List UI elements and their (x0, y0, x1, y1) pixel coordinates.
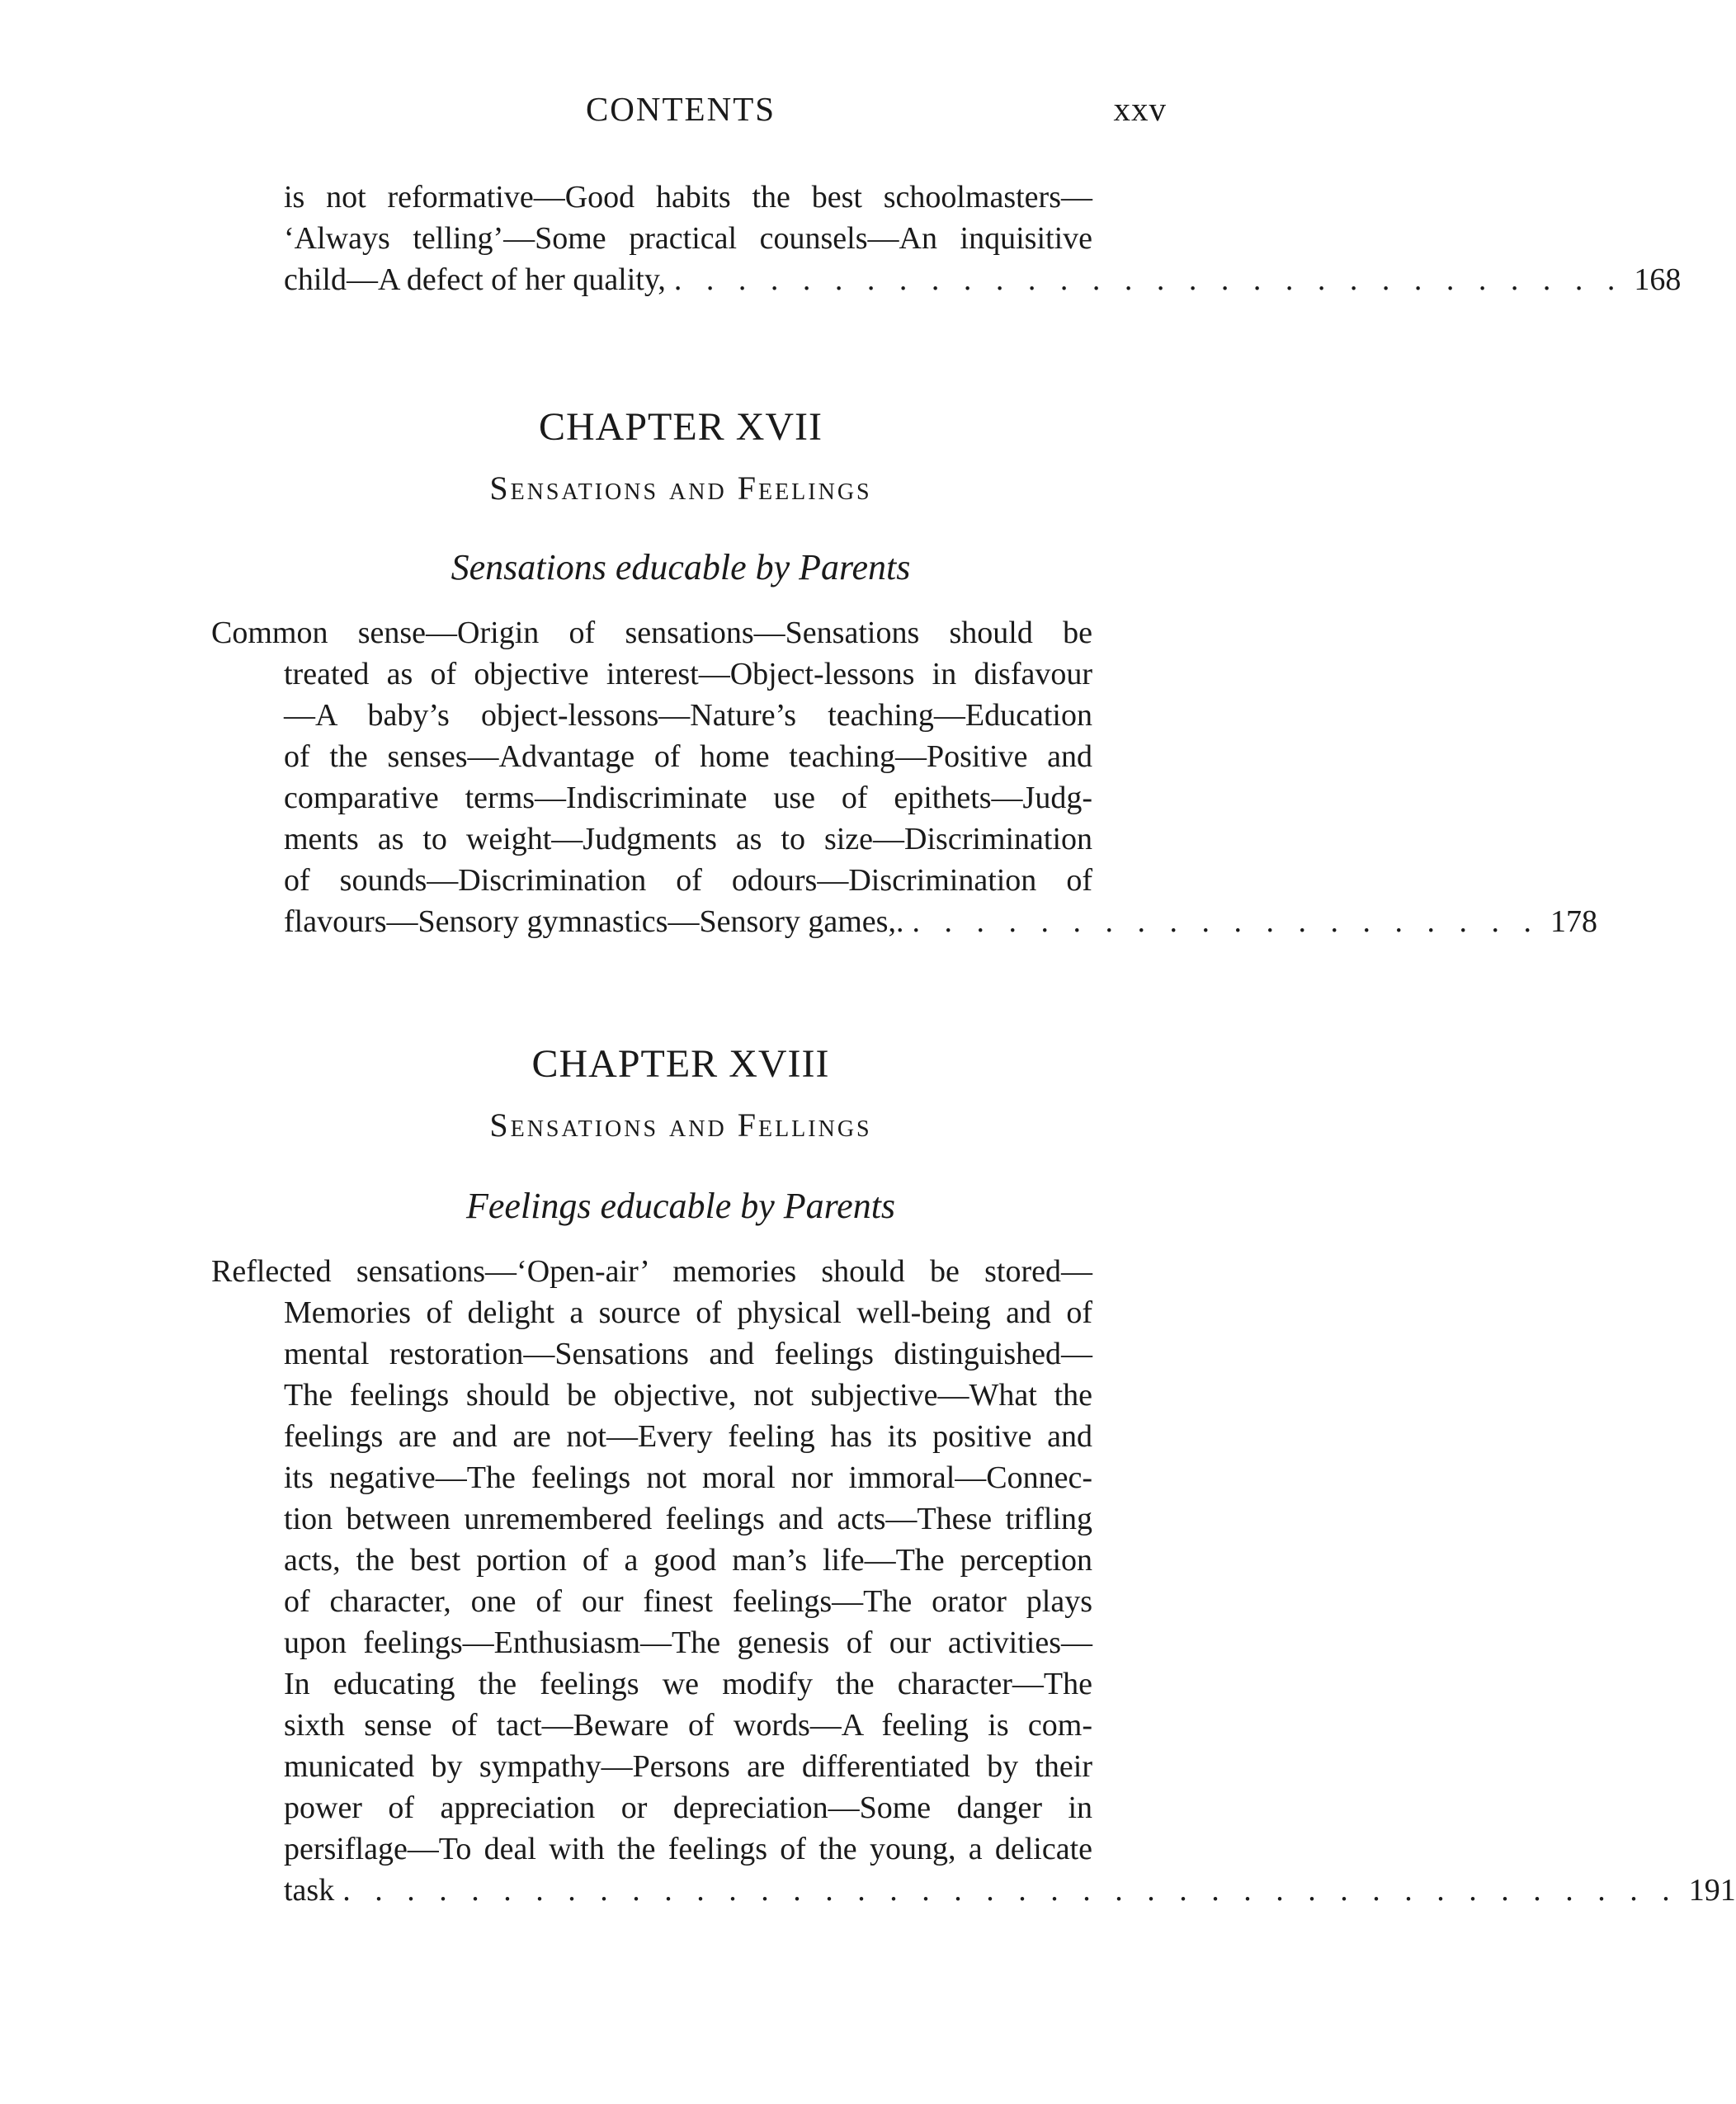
entry-line: of character, one of our finest feelings—The orator plays (284, 1584, 1092, 1619)
running-title: CONTENTS (585, 90, 776, 128)
entry-line: ‘Always telling’—Some practical counsels—An inquisitive (284, 221, 1092, 256)
entry-last-text: flavours—Sensory gymnastics—Sensory games,. (284, 904, 904, 939)
dot-leaders: . . . . . . . . . . . . . . . . . . . . . . . . . . . . . . (673, 262, 1624, 297)
entry-line: ments as to weight—Judgments as to size—Discrimination (284, 822, 1092, 856)
entry-line: is not reformative—Good habits the best schoolmasters— (284, 180, 1092, 215)
entry-last-text: task (284, 1873, 335, 1908)
entry-line: feelings are and are not—Every feeling has its positive and (284, 1419, 1092, 1454)
entry-last-text: child—A defect of her quality, (284, 262, 666, 297)
entry-line: mental restoration—Sensations and feelings distinguished— (284, 1337, 1092, 1371)
entry-line: treated as of objective interest—Object-lessons in disfavour (284, 657, 1092, 691)
entry-page-number: 168 (1634, 262, 1682, 297)
entry-line: sixth sense of tact—Beware of words—A feeling is com- (284, 1708, 1092, 1743)
entry-page-number: 178 (1550, 904, 1597, 939)
chapter-subtitle: Feelings educable by Parents (465, 1186, 896, 1226)
chapter-heading: CHAPTER XVIII (531, 1042, 830, 1086)
chapter-title: Sensations and Feelings (489, 469, 872, 507)
entry-line: tion between unremembered feelings and acts—These trifling (284, 1502, 1092, 1536)
entry-line: Common sense—Origin of sensations—Sensations should be (211, 616, 1092, 650)
running-head (0, 89, 1361, 139)
entry-line: —A baby’s object-lessons—Nature’s teaching—Education (284, 698, 1092, 733)
entry-last-line (284, 901, 1597, 942)
continued-entry (284, 177, 1682, 300)
entry-last-line (284, 1870, 1736, 1911)
entry-line: In educating the feelings we modify the character—The (284, 1667, 1092, 1701)
dot-leaders: . . . . . . . . . . . . . . . . . . . . (912, 904, 1540, 939)
entry-line: Reflected sensations—‘Open-air’ memories should be stored— (211, 1254, 1092, 1289)
entry-line: its negative—The feelings not moral nor immoral—Connec- (284, 1460, 1092, 1495)
chapter-subtitle: Sensations educable by Parents (451, 547, 911, 587)
entry-line: power of appreciation or depreciation—Some danger in (284, 1790, 1092, 1825)
entry-line: persiflage—To deal with the feelings of the young, a delicate (284, 1832, 1092, 1866)
entry-line: municated by sympathy—Persons are differentiated by their (284, 1749, 1092, 1784)
chapter-summary (211, 612, 1597, 942)
entry-line: The feelings should be objective, not subjective—What the (284, 1378, 1092, 1413)
entry-line: comparative terms—Indiscriminate use of epithets—Judg- (284, 781, 1092, 815)
entry-line: acts, the best portion of a good man’s life—The perception (284, 1543, 1092, 1578)
page-number: xxv (1113, 90, 1167, 128)
entry-line: upon feelings—Enthusiasm—The genesis of our activities— (284, 1625, 1092, 1660)
entry-page-number: 191 (1688, 1873, 1736, 1908)
dot-leaders: . . . . . . . . . . . . . . . . . . . . . . . . . . . . . . . . . . . . . . . . . . (342, 1873, 1678, 1908)
entry-last-line (284, 259, 1682, 300)
chapter-title: Sensations and Fellings (489, 1106, 872, 1144)
chapter-summary (211, 1251, 1736, 1911)
chapter-heading: CHAPTER XVII (539, 405, 823, 449)
entry-line: of the senses—Advantage of home teaching—Positive and (284, 739, 1092, 774)
entry-line: Memories of delight a source of physical well-being and of (284, 1295, 1092, 1330)
entry-line: of sounds—Discrimination of odours—Discrimination of (284, 863, 1092, 898)
